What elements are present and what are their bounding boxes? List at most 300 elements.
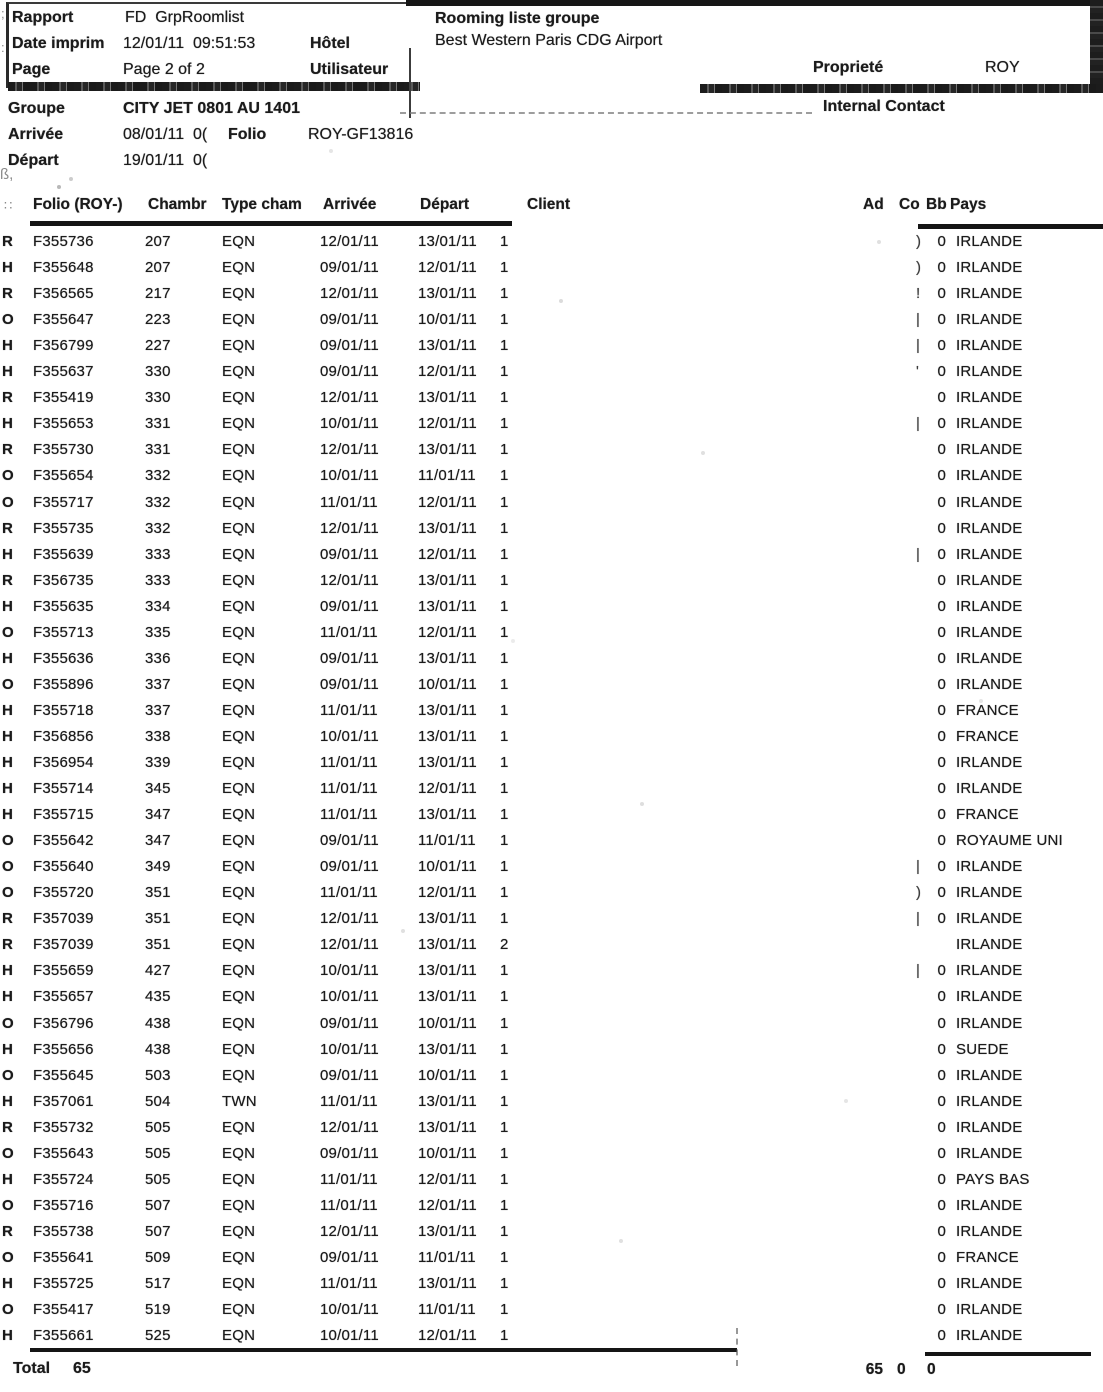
cell-chambre: 207 — [145, 233, 171, 250]
table-row — [0, 441, 1103, 465]
cell-depart: 13/01/11 — [418, 936, 477, 954]
cell-folio: F355724 — [33, 1170, 94, 1188]
cell-chambre: 349 — [145, 858, 171, 876]
cell-type: EQN — [222, 233, 256, 250]
cell-depart: 12/01/11 — [418, 1196, 477, 1214]
cell-bb: 0 — [937, 1170, 946, 1188]
cell-depart: 12/01/11 — [418, 545, 477, 563]
internal-contact-label: Internal Contact — [823, 98, 945, 115]
table-row — [0, 1145, 1103, 1169]
cell-arrivee: 12/01/11 — [320, 441, 379, 459]
cell-bb: 0 — [937, 233, 946, 250]
cell-pays: IRLANDE — [956, 936, 1023, 954]
table-row — [0, 702, 1103, 726]
cell-bb: 0 — [937, 519, 946, 537]
cell-pays: ROYAUME UNI — [956, 832, 1063, 850]
report-info-box-bottom-border — [8, 82, 420, 91]
cell-type: EQN — [222, 1040, 256, 1058]
cell-ad: 1 — [500, 337, 509, 355]
table-row — [0, 624, 1103, 648]
cell-status: O — [2, 467, 14, 485]
cell-depart: 13/01/11 — [418, 337, 477, 355]
cell-type: EQN — [222, 1275, 256, 1292]
cell-status: H — [2, 727, 14, 745]
cell-pays: IRLANDE — [956, 675, 1023, 693]
cell-bb: 0 — [937, 597, 946, 615]
cell-pays: IRLANDE — [956, 962, 1023, 980]
cell-co_mark: | — [916, 858, 921, 876]
cell-arrivee: 09/01/11 — [320, 311, 379, 329]
cell-ad: 1 — [500, 962, 509, 980]
column-header-ad: Ad — [863, 196, 884, 213]
cell-depart: 12/01/11 — [418, 415, 477, 433]
column-header-type: Type cham — [222, 196, 302, 213]
cell-ad: 1 — [500, 571, 509, 589]
cell-pays: IRLANDE — [956, 285, 1023, 303]
table-row — [0, 1171, 1103, 1195]
cell-bb: 0 — [937, 1092, 946, 1110]
cell-bb: 0 — [937, 415, 946, 433]
cell-pays: IRLANDE — [956, 571, 1023, 589]
cell-arrivee: 09/01/11 — [320, 1144, 379, 1162]
cell-bb: 0 — [937, 1248, 946, 1266]
cell-status: H — [2, 1275, 14, 1292]
cell-co_mark: | — [916, 910, 921, 928]
cell-bb: 0 — [937, 675, 946, 693]
cell-status: H — [2, 1040, 14, 1058]
cell-ad: 1 — [500, 363, 509, 381]
table-row — [0, 806, 1103, 830]
cell-arrivee: 10/01/11 — [320, 1040, 379, 1058]
rapport-value: FD GrpRoomlist — [125, 9, 245, 26]
cell-depart: 13/01/11 — [418, 1275, 477, 1292]
cell-bb: 0 — [937, 727, 946, 745]
cell-folio: F357039 — [33, 910, 94, 928]
cell-type: EQN — [222, 441, 256, 459]
scan-artifact: : — [1, 40, 5, 55]
cell-type: EQN — [222, 988, 256, 1006]
cell-arrivee: 12/01/11 — [320, 936, 379, 954]
cell-pays: IRLANDE — [956, 311, 1023, 329]
cell-status: O — [2, 858, 14, 876]
table-row — [0, 780, 1103, 804]
cell-pays: IRLANDE — [956, 988, 1023, 1006]
groupe-name: CITY JET 0801 AU 1401 — [123, 100, 300, 117]
cell-bb: 0 — [937, 1014, 946, 1032]
cell-pays: IRLANDE — [956, 884, 1023, 902]
cell-chambre: 509 — [145, 1248, 171, 1266]
cell-arrivee: 09/01/11 — [320, 832, 379, 850]
cell-arrivee: 11/01/11 — [320, 884, 378, 902]
cell-arrivee: 09/01/11 — [320, 597, 379, 615]
column-header-chambre: Chambr — [148, 196, 207, 213]
scan-artifact: ∷ — [4, 198, 13, 213]
cell-depart: 13/01/11 — [418, 727, 477, 745]
cell-status: O — [2, 1301, 14, 1319]
cell-depart: 13/01/11 — [418, 1118, 477, 1136]
cell-pays: IRLANDE — [956, 1144, 1023, 1162]
cell-pays: IRLANDE — [956, 780, 1023, 798]
cell-status: H — [2, 701, 14, 719]
cell-arrivee: 11/01/11 — [320, 806, 378, 824]
cell-pays: IRLANDE — [956, 233, 1023, 250]
cell-status: H — [2, 962, 14, 980]
cell-folio: F355654 — [33, 467, 94, 485]
table-row — [0, 1197, 1103, 1221]
table-row — [0, 728, 1103, 752]
cell-ad: 1 — [500, 389, 509, 407]
table-row — [0, 1301, 1103, 1325]
report-title: Rooming liste groupe — [435, 10, 600, 27]
table-row — [0, 910, 1103, 934]
cell-ad: 1 — [500, 1196, 509, 1214]
cell-pays: IRLANDE — [956, 363, 1023, 381]
cell-ad: 2 — [500, 936, 509, 954]
cell-depart: 12/01/11 — [418, 493, 477, 511]
page-label: Page — [12, 61, 51, 78]
table-row — [0, 494, 1103, 518]
cell-type: EQN — [222, 623, 256, 641]
table-row — [0, 546, 1103, 570]
cell-status: H — [2, 806, 14, 824]
cell-bb: 0 — [937, 910, 946, 928]
cell-ad: 1 — [500, 1301, 509, 1319]
cell-type: EQN — [222, 1118, 256, 1136]
date-imprim-value: 12/01/11 09:51:53 — [123, 35, 256, 52]
cell-arrivee: 11/01/11 — [320, 780, 378, 798]
cell-pays: IRLANDE — [956, 1275, 1023, 1292]
cell-status: O — [2, 1248, 14, 1266]
cell-ad: 1 — [500, 1092, 509, 1110]
table-row — [0, 858, 1103, 882]
scan-artifact: ß, — [0, 166, 14, 183]
cell-depart: 13/01/11 — [418, 441, 477, 459]
cell-depart: 12/01/11 — [418, 884, 477, 902]
cell-bb: 0 — [937, 571, 946, 589]
table-row — [0, 1093, 1103, 1117]
cell-depart: 13/01/11 — [418, 701, 477, 719]
cell-ad: 1 — [500, 1327, 509, 1345]
cell-ad: 1 — [500, 623, 509, 641]
cell-status: H — [2, 259, 14, 277]
cell-chambre: 345 — [145, 780, 171, 798]
cell-type: EQN — [222, 467, 256, 485]
cell-bb: 0 — [937, 832, 946, 850]
cell-bb: 0 — [937, 858, 946, 876]
cell-status: O — [2, 311, 14, 329]
cell-arrivee: 12/01/11 — [320, 285, 379, 303]
cell-type: EQN — [222, 1301, 256, 1319]
cell-bb: 0 — [937, 285, 946, 303]
cell-arrivee: 10/01/11 — [320, 988, 379, 1006]
table-row — [0, 572, 1103, 596]
cell-arrivee: 10/01/11 — [320, 962, 379, 980]
cell-type: EQN — [222, 259, 256, 277]
cell-folio: F355657 — [33, 988, 94, 1006]
cell-type: EQN — [222, 858, 256, 876]
cell-chambre: 337 — [145, 675, 171, 693]
cell-co_mark: ' — [916, 363, 920, 381]
cell-folio: F355648 — [33, 259, 94, 277]
cell-depart: 13/01/11 — [418, 910, 477, 928]
cell-ad: 1 — [500, 858, 509, 876]
folio-label: Folio — [228, 126, 267, 143]
cell-folio: F355720 — [33, 884, 94, 902]
cell-pays: IRLANDE — [956, 337, 1023, 355]
cell-bb: 0 — [937, 649, 946, 667]
hotel-name: Best Western Paris CDG Airport — [435, 32, 663, 49]
cell-pays: FRANCE — [956, 701, 1019, 719]
cell-type: EQN — [222, 806, 256, 824]
cell-ad: 1 — [500, 1275, 509, 1292]
cell-folio: F355645 — [33, 1066, 94, 1084]
cell-arrivee: 11/01/11 — [320, 623, 378, 641]
cell-pays: IRLANDE — [956, 389, 1023, 407]
table-row — [0, 936, 1103, 960]
cell-ad: 1 — [500, 1144, 509, 1162]
cell-folio: F355640 — [33, 858, 94, 876]
cell-co_mark: ) — [916, 259, 922, 277]
cell-chambre: 351 — [145, 910, 171, 928]
cell-depart: 13/01/11 — [418, 649, 477, 667]
cell-folio: F355643 — [33, 1144, 94, 1162]
cell-chambre: 330 — [145, 363, 171, 381]
cell-ad: 1 — [500, 1170, 509, 1188]
cell-depart: 13/01/11 — [418, 389, 477, 407]
cell-ad: 1 — [500, 441, 509, 459]
groupe-label: Groupe — [8, 100, 65, 117]
cell-type: EQN — [222, 1144, 256, 1162]
cell-type: EQN — [222, 780, 256, 798]
cell-bb: 0 — [937, 780, 946, 798]
cell-status: O — [2, 1196, 14, 1214]
cell-depart: 13/01/11 — [418, 571, 477, 589]
cell-chambre: 351 — [145, 936, 171, 954]
cell-ad: 1 — [500, 780, 509, 798]
cell-type: EQN — [222, 389, 256, 407]
cell-bb: 0 — [937, 389, 946, 407]
cell-depart: 13/01/11 — [418, 1092, 477, 1110]
column-header-pays: Pays — [950, 196, 987, 213]
cell-chambre: 507 — [145, 1222, 171, 1240]
cell-folio: F355653 — [33, 415, 94, 433]
rapport-label: Rapport — [12, 9, 74, 26]
cell-bb: 0 — [937, 1144, 946, 1162]
cell-chambre: 517 — [145, 1275, 171, 1292]
column-header-folio: Folio (ROY-) — [33, 196, 123, 213]
cell-depart: 11/01/11 — [418, 1248, 476, 1266]
cell-ad: 1 — [500, 597, 509, 615]
cell-type: EQN — [222, 597, 256, 615]
cell-chambre: 332 — [145, 493, 171, 511]
cell-pays: PAYS BAS — [956, 1170, 1030, 1188]
cell-folio: F355417 — [33, 1301, 94, 1319]
cell-depart: 10/01/11 — [418, 675, 477, 693]
column-header-bb: Bb — [926, 196, 947, 213]
cell-type: EQN — [222, 701, 256, 719]
cell-depart: 13/01/11 — [418, 1040, 477, 1058]
cell-pays: IRLANDE — [956, 467, 1023, 485]
cell-status: H — [2, 649, 14, 667]
cell-co_mark: ! — [916, 285, 921, 303]
column-header-arrivee: Arrivée — [323, 196, 377, 213]
user-field-divider-line — [409, 48, 411, 118]
cell-status: O — [2, 623, 14, 641]
cell-co_mark: ) — [916, 884, 922, 902]
cell-folio: F356735 — [33, 571, 94, 589]
cell-pays: SUEDE — [956, 1040, 1009, 1058]
table-header-underline-right — [918, 224, 1103, 229]
cell-chambre: 335 — [145, 623, 171, 641]
cell-folio: F355735 — [33, 519, 94, 537]
cell-chambre: 337 — [145, 701, 171, 719]
table-row — [0, 1041, 1103, 1065]
cell-pays: IRLANDE — [956, 259, 1023, 277]
cell-depart: 10/01/11 — [418, 311, 477, 329]
table-row — [0, 389, 1103, 413]
cell-chambre: 332 — [145, 467, 171, 485]
cell-chambre: 347 — [145, 806, 171, 824]
dashed-separator-line — [400, 112, 812, 114]
cell-depart: 10/01/11 — [418, 1144, 477, 1162]
cell-arrivee: 12/01/11 — [320, 519, 379, 537]
cell-ad: 1 — [500, 727, 509, 745]
cell-arrivee: 11/01/11 — [320, 493, 378, 511]
cell-arrivee: 11/01/11 — [320, 1092, 378, 1110]
cell-depart: 10/01/11 — [418, 1014, 477, 1032]
cell-depart: 10/01/11 — [418, 1066, 477, 1084]
cell-arrivee: 12/01/11 — [320, 1118, 379, 1136]
cell-pays: IRLANDE — [956, 858, 1023, 876]
cell-status: R — [2, 285, 14, 303]
table-row — [0, 1067, 1103, 1091]
cell-chambre: 333 — [145, 571, 171, 589]
cell-type: TWN — [222, 1092, 257, 1110]
cell-bb: 0 — [937, 1301, 946, 1319]
cell-bb: 0 — [937, 1118, 946, 1136]
total-co-value: 0 — [897, 1361, 906, 1378]
cell-chambre: 503 — [145, 1066, 171, 1084]
cell-folio: F356796 — [33, 1014, 94, 1032]
cell-chambre: 339 — [145, 754, 171, 771]
property-label: Proprieté — [813, 59, 884, 76]
cell-status: R — [2, 233, 14, 250]
cell-ad: 1 — [500, 493, 509, 511]
arrivee-date: 08/01/11 0( — [123, 126, 208, 143]
cell-arrivee: 09/01/11 — [320, 1066, 379, 1084]
table-row — [0, 285, 1103, 309]
cell-chambre: 207 — [145, 259, 171, 277]
cell-folio: F355656 — [33, 1040, 94, 1058]
cell-pays: FRANCE — [956, 806, 1019, 824]
cell-type: EQN — [222, 493, 256, 511]
cell-chambre: 504 — [145, 1092, 171, 1110]
date-imprim-label: Date imprim — [12, 35, 105, 52]
cell-depart: 12/01/11 — [418, 1327, 477, 1345]
cell-type: EQN — [222, 884, 256, 902]
cell-bb: 0 — [937, 988, 946, 1006]
cell-type: EQN — [222, 285, 256, 303]
cell-ad: 1 — [500, 1066, 509, 1084]
cell-arrivee: 10/01/11 — [320, 1327, 379, 1345]
cell-co_mark: | — [916, 311, 921, 329]
cell-co_mark: ) — [916, 233, 922, 250]
cell-status: R — [2, 441, 14, 459]
table-row — [0, 467, 1103, 491]
cell-depart: 13/01/11 — [418, 519, 477, 537]
cell-status: O — [2, 675, 14, 693]
cell-folio: F355732 — [33, 1118, 94, 1136]
cell-status: H — [2, 597, 14, 615]
cell-status: O — [2, 1066, 14, 1084]
cell-pays: IRLANDE — [956, 1118, 1023, 1136]
cell-arrivee: 12/01/11 — [320, 389, 379, 407]
cell-arrivee: 10/01/11 — [320, 467, 379, 485]
utilisateur-label: Utilisateur — [310, 61, 389, 78]
cell-folio: F355725 — [33, 1275, 94, 1292]
cell-arrivee: 11/01/11 — [320, 754, 378, 771]
cell-folio: F356856 — [33, 727, 94, 745]
cell-pays: IRLANDE — [956, 1066, 1023, 1084]
cell-arrivee: 09/01/11 — [320, 259, 379, 277]
cell-chambre: 331 — [145, 441, 171, 459]
cell-ad: 1 — [500, 519, 509, 537]
cell-folio: F356799 — [33, 337, 94, 355]
cell-depart: 13/01/11 — [418, 1222, 477, 1240]
cell-ad: 1 — [500, 311, 509, 329]
cell-pays: IRLANDE — [956, 1196, 1023, 1214]
table-row — [0, 415, 1103, 439]
cell-chambre: 336 — [145, 649, 171, 667]
depart-label: Départ — [8, 152, 59, 169]
cell-bb: 0 — [937, 1327, 946, 1345]
cell-status: H — [2, 1327, 14, 1345]
cell-bb: 0 — [937, 806, 946, 824]
cell-bb: 0 — [937, 884, 946, 902]
cell-folio: F355717 — [33, 493, 94, 511]
cell-status: R — [2, 1222, 14, 1240]
cell-pays: IRLANDE — [956, 545, 1023, 563]
cell-depart: 13/01/11 — [418, 285, 477, 303]
cell-chambre: 519 — [145, 1301, 171, 1319]
cell-folio: F355641 — [33, 1248, 94, 1266]
cell-pays: IRLANDE — [956, 597, 1023, 615]
cell-co_mark: | — [916, 545, 921, 563]
cell-chambre: 223 — [145, 311, 171, 329]
cell-folio: F356954 — [33, 754, 94, 771]
cell-ad: 1 — [500, 1040, 509, 1058]
cell-folio: F355714 — [33, 780, 94, 798]
cell-bb: 0 — [937, 701, 946, 719]
cell-arrivee: 12/01/11 — [320, 571, 379, 589]
cell-bb: 0 — [937, 311, 946, 329]
cell-chambre: 332 — [145, 519, 171, 537]
cell-arrivee: 11/01/11 — [320, 1170, 378, 1188]
cell-type: EQN — [222, 1327, 256, 1345]
cell-type: EQN — [222, 754, 256, 771]
table-row — [0, 1119, 1103, 1143]
cell-type: EQN — [222, 571, 256, 589]
folio-number: ROY-GF13816 — [308, 126, 414, 143]
cell-folio: F356565 — [33, 285, 94, 303]
cell-status: H — [2, 754, 14, 771]
cell-pays: IRLANDE — [956, 1092, 1023, 1110]
cell-ad: 1 — [500, 988, 509, 1006]
cell-bb: 0 — [937, 623, 946, 641]
cell-type: EQN — [222, 545, 256, 563]
table-row — [0, 832, 1103, 856]
cell-status: H — [2, 1170, 14, 1188]
